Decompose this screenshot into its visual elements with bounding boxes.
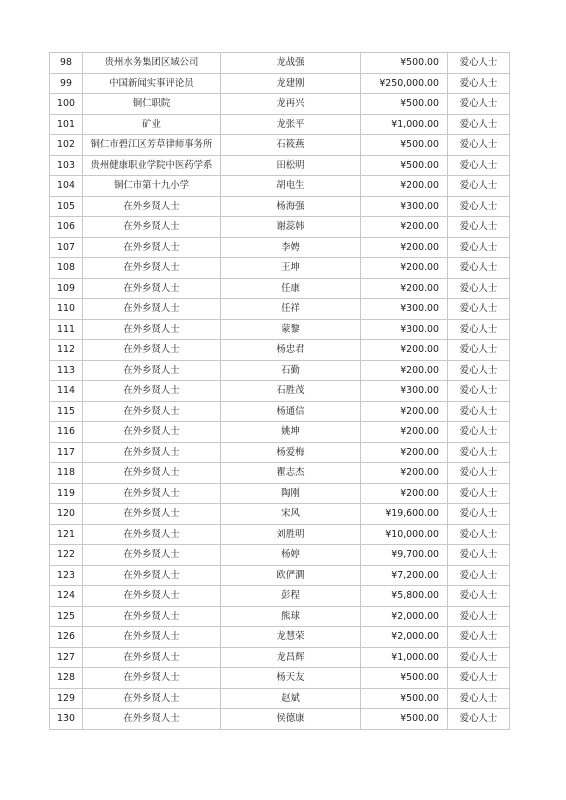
row-number-cell: 119 — [50, 483, 83, 504]
row-number-cell: 123 — [50, 565, 83, 586]
organization-cell: 在外乡贤人士 — [83, 442, 221, 463]
amount-cell: ¥200.00 — [361, 463, 448, 484]
row-number-cell: 129 — [50, 688, 83, 709]
donor-type-cell: 爱心人士 — [448, 176, 510, 197]
organization-cell: 在外乡贤人士 — [83, 627, 221, 648]
table-row — [50, 340, 510, 361]
donor-type-cell: 爱心人士 — [448, 196, 510, 217]
amount-cell: ¥9,700.00 — [361, 545, 448, 566]
row-number-cell: 106 — [50, 217, 83, 238]
donor-type-cell: 爱心人士 — [448, 340, 510, 361]
row-number-cell: 109 — [50, 278, 83, 299]
organization-cell: 铜仁市碧江区芳草律师事务所 — [83, 135, 221, 156]
organization-cell: 在外乡贤人士 — [83, 299, 221, 320]
table-row — [50, 545, 510, 566]
donor-name-cell: 龙昌辉 — [221, 647, 361, 668]
table-row — [50, 709, 510, 730]
amount-cell: ¥300.00 — [361, 196, 448, 217]
donor-name-cell: 姚坤 — [221, 422, 361, 443]
row-number-cell: 103 — [50, 155, 83, 176]
table-row — [50, 483, 510, 504]
amount-cell: ¥200.00 — [361, 422, 448, 443]
donor-type-cell: 爱心人士 — [448, 94, 510, 115]
table-row — [50, 237, 510, 258]
row-number-cell: 98 — [50, 53, 83, 74]
row-number-cell: 112 — [50, 340, 83, 361]
organization-cell: 在外乡贤人士 — [83, 258, 221, 279]
donor-type-cell: 爱心人士 — [448, 360, 510, 381]
organization-cell: 在外乡贤人士 — [83, 483, 221, 504]
donor-type-cell: 爱心人士 — [448, 114, 510, 135]
organization-cell: 在外乡贤人士 — [83, 504, 221, 525]
row-number-cell: 102 — [50, 135, 83, 156]
donor-type-cell: 爱心人士 — [448, 463, 510, 484]
table-row — [50, 73, 510, 94]
row-number-cell: 122 — [50, 545, 83, 566]
donor-type-cell: 爱心人士 — [448, 442, 510, 463]
row-number-cell: 100 — [50, 94, 83, 115]
donor-type-cell: 爱心人士 — [448, 381, 510, 402]
amount-cell: ¥1,000.00 — [361, 114, 448, 135]
organization-cell: 在外乡贤人士 — [83, 688, 221, 709]
row-number-cell: 101 — [50, 114, 83, 135]
donor-name-cell: 任康 — [221, 278, 361, 299]
row-number-cell: 121 — [50, 524, 83, 545]
donor-name-cell: 李娉 — [221, 237, 361, 258]
amount-cell: ¥500.00 — [361, 155, 448, 176]
amount-cell: ¥500.00 — [361, 94, 448, 115]
amount-cell: ¥250,000.00 — [361, 73, 448, 94]
amount-cell: ¥200.00 — [361, 217, 448, 238]
row-number-cell: 105 — [50, 196, 83, 217]
amount-cell: ¥500.00 — [361, 53, 448, 74]
donor-name-cell: 杨天友 — [221, 668, 361, 689]
donor-name-cell: 瞿志杰 — [221, 463, 361, 484]
donor-name-cell: 石筱燕 — [221, 135, 361, 156]
amount-cell: ¥2,000.00 — [361, 627, 448, 648]
organization-cell: 在外乡贤人士 — [83, 545, 221, 566]
donor-type-cell: 爱心人士 — [448, 545, 510, 566]
organization-cell: 中国新闻实事评论员 — [83, 73, 221, 94]
donor-name-cell: 龙慧荣 — [221, 627, 361, 648]
table-row — [50, 360, 510, 381]
donor-type-cell: 爱心人士 — [448, 647, 510, 668]
table-row — [50, 196, 510, 217]
table-row — [50, 565, 510, 586]
table-row — [50, 155, 510, 176]
donor-name-cell: 杨爱梅 — [221, 442, 361, 463]
row-number-cell: 117 — [50, 442, 83, 463]
donor-type-cell: 爱心人士 — [448, 565, 510, 586]
amount-cell: ¥300.00 — [361, 319, 448, 340]
row-number-cell: 111 — [50, 319, 83, 340]
donor-name-cell: 龙再兴 — [221, 94, 361, 115]
row-number-cell: 115 — [50, 401, 83, 422]
table-row — [50, 463, 510, 484]
amount-cell: ¥500.00 — [361, 135, 448, 156]
row-number-cell: 99 — [50, 73, 83, 94]
organization-cell: 在外乡贤人士 — [83, 647, 221, 668]
table-row — [50, 319, 510, 340]
donor-name-cell: 宋风 — [221, 504, 361, 525]
amount-cell: ¥200.00 — [361, 360, 448, 381]
donor-type-cell: 爱心人士 — [448, 319, 510, 340]
donor-name-cell: 龙建刚 — [221, 73, 361, 94]
donor-name-cell: 杨婷 — [221, 545, 361, 566]
organization-cell: 在外乡贤人士 — [83, 422, 221, 443]
donor-type-cell: 爱心人士 — [448, 483, 510, 504]
organization-cell: 在外乡贤人士 — [83, 237, 221, 258]
table-row — [50, 299, 510, 320]
donor-name-cell: 龙战强 — [221, 53, 361, 74]
donor-type-cell: 爱心人士 — [448, 504, 510, 525]
donor-type-cell: 爱心人士 — [448, 53, 510, 74]
amount-cell: ¥10,000.00 — [361, 524, 448, 545]
amount-cell: ¥200.00 — [361, 340, 448, 361]
donor-type-cell: 爱心人士 — [448, 709, 510, 730]
amount-cell: ¥5,800.00 — [361, 586, 448, 607]
row-number-cell: 120 — [50, 504, 83, 525]
table-row — [50, 135, 510, 156]
donor-type-cell: 爱心人士 — [448, 586, 510, 607]
donor-type-cell: 爱心人士 — [448, 155, 510, 176]
donor-name-cell: 王坤 — [221, 258, 361, 279]
table-row — [50, 504, 510, 525]
donor-name-cell: 田松明 — [221, 155, 361, 176]
row-number-cell: 104 — [50, 176, 83, 197]
donor-type-cell: 爱心人士 — [448, 422, 510, 443]
organization-cell: 在外乡贤人士 — [83, 606, 221, 627]
table-row — [50, 258, 510, 279]
table-row — [50, 381, 510, 402]
donor-type-cell: 爱心人士 — [448, 217, 510, 238]
donor-name-cell: 石勤 — [221, 360, 361, 381]
donor-type-cell: 爱心人士 — [448, 401, 510, 422]
amount-cell: ¥1,000.00 — [361, 647, 448, 668]
amount-cell: ¥200.00 — [361, 237, 448, 258]
donor-name-cell: 赵斌 — [221, 688, 361, 709]
organization-cell: 在外乡贤人士 — [83, 524, 221, 545]
amount-cell: ¥200.00 — [361, 483, 448, 504]
amount-cell: ¥19,600.00 — [361, 504, 448, 525]
organization-cell: 贵州健康职业学院中医药学系 — [83, 155, 221, 176]
table-row — [50, 627, 510, 648]
organization-cell: 在外乡贤人士 — [83, 709, 221, 730]
organization-cell: 在外乡贤人士 — [83, 463, 221, 484]
row-number-cell: 124 — [50, 586, 83, 607]
row-number-cell: 113 — [50, 360, 83, 381]
row-number-cell: 126 — [50, 627, 83, 648]
organization-cell: 在外乡贤人士 — [83, 586, 221, 607]
organization-cell: 铜仁职院 — [83, 94, 221, 115]
donor-type-cell: 爱心人士 — [448, 299, 510, 320]
organization-cell: 贵州水务集团区域公司 — [83, 53, 221, 74]
donor-type-cell: 爱心人士 — [448, 627, 510, 648]
amount-cell: ¥300.00 — [361, 381, 448, 402]
donor-name-cell: 胡电生 — [221, 176, 361, 197]
organization-cell: 在外乡贤人士 — [83, 196, 221, 217]
row-number-cell: 128 — [50, 668, 83, 689]
amount-cell: ¥500.00 — [361, 709, 448, 730]
row-number-cell: 127 — [50, 647, 83, 668]
row-number-cell: 108 — [50, 258, 83, 279]
organization-cell: 铜仁市第十九小学 — [83, 176, 221, 197]
donor-type-cell: 爱心人士 — [448, 73, 510, 94]
row-number-cell: 125 — [50, 606, 83, 627]
table-row — [50, 94, 510, 115]
table-row — [50, 524, 510, 545]
organization-cell: 在外乡贤人士 — [83, 401, 221, 422]
donor-type-cell: 爱心人士 — [448, 606, 510, 627]
row-number-cell: 118 — [50, 463, 83, 484]
amount-cell: ¥200.00 — [361, 442, 448, 463]
organization-cell: 在外乡贤人士 — [83, 217, 221, 238]
donation-table — [49, 52, 510, 730]
donor-type-cell: 爱心人士 — [448, 237, 510, 258]
organization-cell: 在外乡贤人士 — [83, 319, 221, 340]
donor-type-cell: 爱心人士 — [448, 135, 510, 156]
donor-name-cell: 欧俨澗 — [221, 565, 361, 586]
row-number-cell: 116 — [50, 422, 83, 443]
donor-name-cell: 杨忠君 — [221, 340, 361, 361]
amount-cell: ¥300.00 — [361, 299, 448, 320]
table-row — [50, 114, 510, 135]
table-row — [50, 586, 510, 607]
organization-cell: 在外乡贤人士 — [83, 565, 221, 586]
donor-type-cell: 爱心人士 — [448, 668, 510, 689]
donor-name-cell: 龙张平 — [221, 114, 361, 135]
donor-name-cell: 蒙黎 — [221, 319, 361, 340]
donor-name-cell: 侯德康 — [221, 709, 361, 730]
row-number-cell: 130 — [50, 709, 83, 730]
row-number-cell: 107 — [50, 237, 83, 258]
donor-type-cell: 爱心人士 — [448, 258, 510, 279]
donor-type-cell: 爱心人士 — [448, 688, 510, 709]
donor-name-cell: 陶刚 — [221, 483, 361, 504]
donor-name-cell: 杨海强 — [221, 196, 361, 217]
table-row — [50, 278, 510, 299]
donor-type-cell: 爱心人士 — [448, 524, 510, 545]
row-number-cell: 110 — [50, 299, 83, 320]
donor-name-cell: 彭程 — [221, 586, 361, 607]
amount-cell: ¥500.00 — [361, 668, 448, 689]
table-row — [50, 688, 510, 709]
amount-cell: ¥500.00 — [361, 688, 448, 709]
amount-cell: ¥200.00 — [361, 401, 448, 422]
organization-cell: 在外乡贤人士 — [83, 668, 221, 689]
table-row — [50, 53, 510, 74]
table-row — [50, 176, 510, 197]
table-row — [50, 217, 510, 238]
amount-cell: ¥2,000.00 — [361, 606, 448, 627]
donor-name-cell: 任祥 — [221, 299, 361, 320]
donor-name-cell: 谢蕊韩 — [221, 217, 361, 238]
organization-cell: 在外乡贤人士 — [83, 381, 221, 402]
table-row — [50, 606, 510, 627]
table-row — [50, 442, 510, 463]
table-row — [50, 647, 510, 668]
organization-cell: 在外乡贤人士 — [83, 340, 221, 361]
organization-cell: 在外乡贤人士 — [83, 278, 221, 299]
donor-name-cell: 熊球 — [221, 606, 361, 627]
donor-name-cell: 石胜茂 — [221, 381, 361, 402]
table-row — [50, 668, 510, 689]
donor-name-cell: 刘胜明 — [221, 524, 361, 545]
amount-cell: ¥7,200.00 — [361, 565, 448, 586]
table-row — [50, 401, 510, 422]
donor-name-cell: 杨通信 — [221, 401, 361, 422]
table-row — [50, 422, 510, 443]
organization-cell: 在外乡贤人士 — [83, 360, 221, 381]
amount-cell: ¥200.00 — [361, 258, 448, 279]
row-number-cell: 114 — [50, 381, 83, 402]
amount-cell: ¥200.00 — [361, 176, 448, 197]
amount-cell: ¥200.00 — [361, 278, 448, 299]
donor-type-cell: 爱心人士 — [448, 278, 510, 299]
donation-table-body — [50, 53, 510, 730]
organization-cell: 矿业 — [83, 114, 221, 135]
